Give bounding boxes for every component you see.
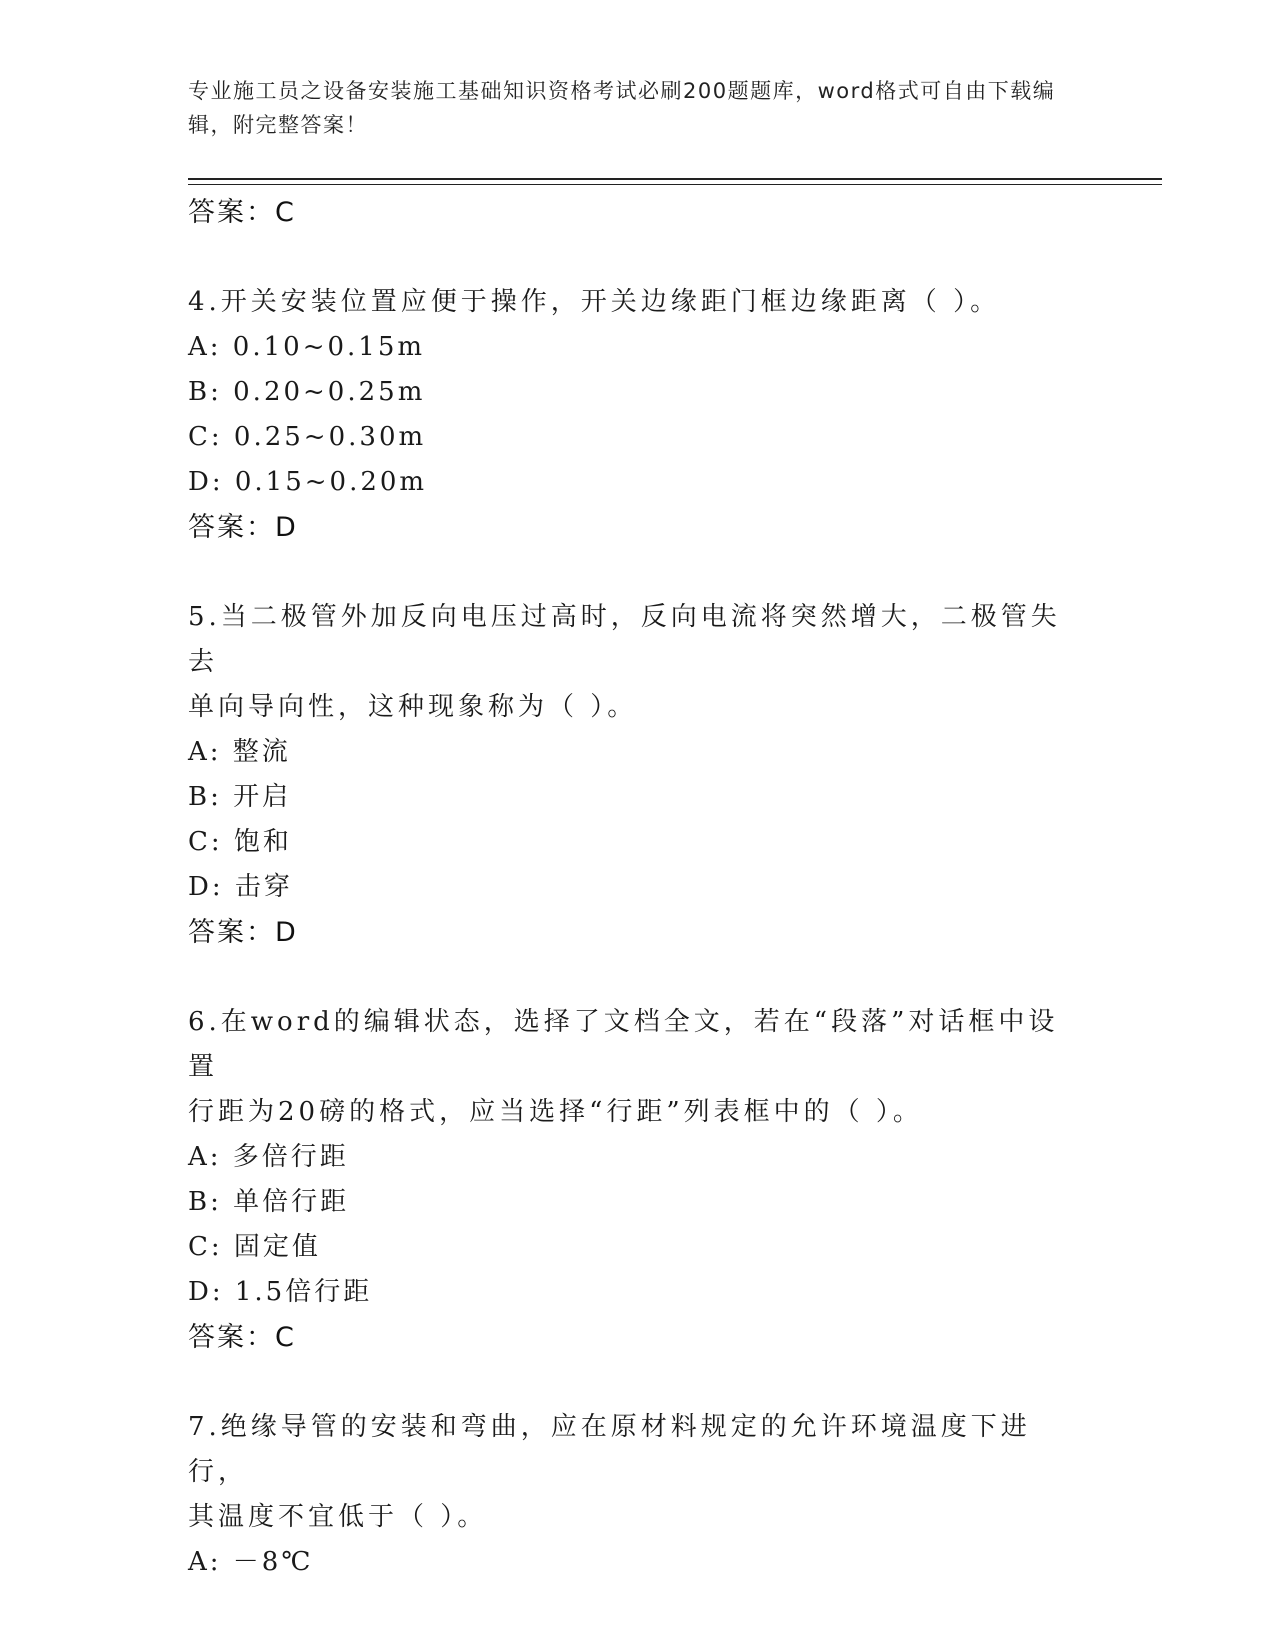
- answer-label: 答案：C: [188, 1322, 296, 1353]
- question-item: [188, 280, 1088, 551]
- header-title: 专业施工员之设备安装施工基础知识资格考试必刷200题题库，word格式可自由下载编辑，附完整答案！: [188, 79, 1056, 137]
- option-a: A: 整流: [188, 737, 291, 767]
- question-item: [188, 1000, 1088, 1361]
- option-c: C: 饱和: [188, 827, 292, 857]
- option-b: B: 开启: [188, 782, 292, 812]
- question-stem: 5.当二极管外加反向电压过高时，反向电流将突然增大，二极管失去: [188, 602, 1061, 677]
- option-c: C: 0.25~0.30m: [188, 422, 427, 452]
- question-item: [188, 1405, 1088, 1585]
- option-d: D: 击穿: [188, 872, 293, 902]
- answer-label: 答案：D: [188, 917, 298, 948]
- question-list: [188, 190, 1088, 1585]
- question-stem: 6.在word的编辑状态，选择了文档全文，若在“段落”对话框中设置: [188, 1007, 1059, 1082]
- option-c: C: 固定值: [188, 1232, 321, 1262]
- option-d: D: 0.15~0.20m: [188, 467, 428, 497]
- document-header: [188, 74, 1088, 142]
- question-stem-continued: 其温度不宜低于（ ）。: [188, 1502, 488, 1532]
- header-rule-thin: [188, 184, 1162, 185]
- answer-label: 答案：C: [188, 197, 296, 228]
- question-stem-continued: 行距为20磅的格式，应当选择“行距”列表框中的（ ）。: [188, 1097, 923, 1127]
- answer-label: 答案：D: [188, 512, 298, 543]
- option-a: A: 0.10~0.15m: [188, 332, 426, 362]
- option-b: B: 0.20~0.25m: [188, 377, 426, 407]
- question-stem-continued: 单向导向性，这种现象称为（ ）。: [188, 692, 638, 722]
- option-b: B: 单倍行距: [188, 1187, 350, 1217]
- option-a: A: －8℃: [188, 1547, 314, 1577]
- question-stem: 7.绝缘导管的安装和弯曲，应在原材料规定的允许环境温度下进行，: [188, 1412, 1031, 1487]
- header-rule: [188, 178, 1162, 180]
- option-d: D: 1.5倍行距: [188, 1277, 373, 1307]
- question-stem: 4.开关安装位置应便于操作，开关边缘距门框边缘距离（ ）。: [188, 287, 1001, 317]
- question-item: [188, 595, 1088, 956]
- option-a: A: 多倍行距: [188, 1142, 349, 1172]
